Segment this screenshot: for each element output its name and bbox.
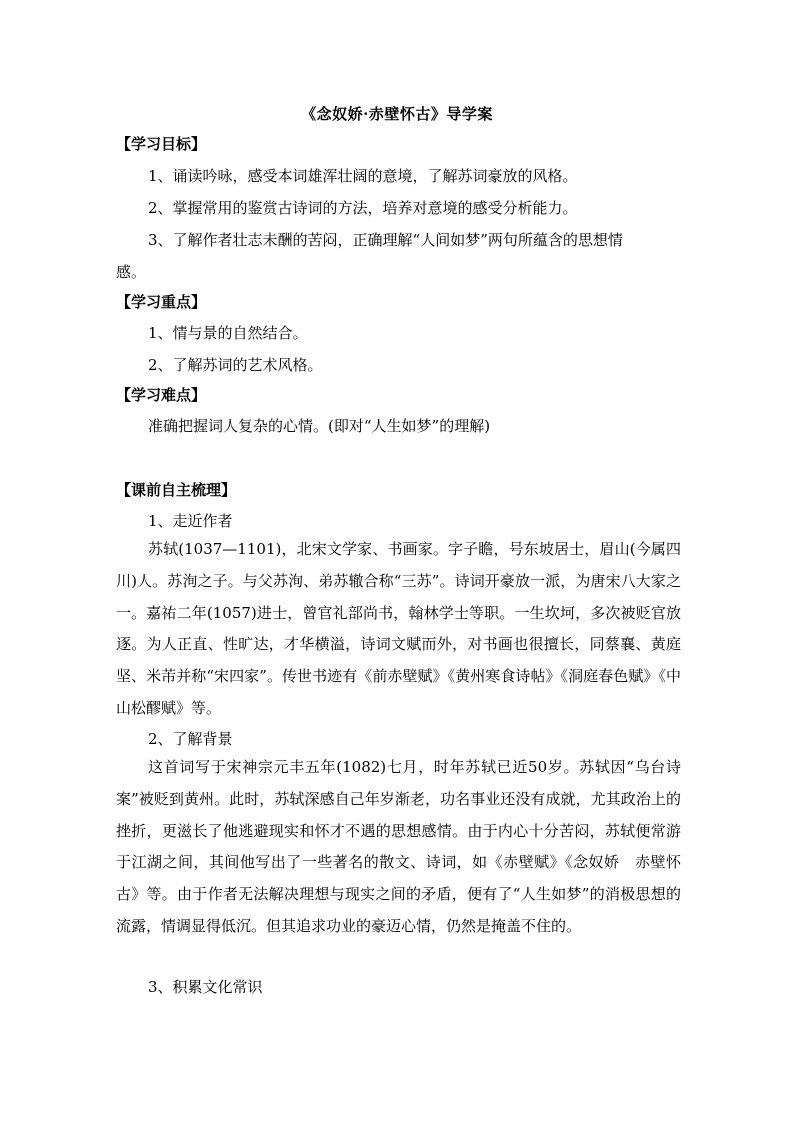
author-paragraph: 苏轼(1037—1101)，北宋文学家、书画家。字子瞻，号东坡居士，眉山(今属四川)人。苏洵之子。与父苏洵、弟苏辙合称“三苏”。诗词开豪放一派，为唐宋八大家之一。嘉祐二年(1057)进士，曾官礼部尚书，翰林学士等职。一生坎坷，多次被贬官放逐。为人正直、性旷达，才华横溢，诗词文赋而外，对书画也很擅长，同蔡襄、黄庭坚、米芾并称“宋四家”。传世书迹有《前赤壁赋》《黄州寒食诗帖》《洞庭春色赋》《中山松醪赋》等。 [116, 540, 681, 717]
goal-item-continued: 感。 [116, 263, 147, 281]
background-paragraph: 这首词写于宋神宗元丰五年(1082)七月，时年苏轼已近50岁。苏轼因“乌台诗案”被贬到黄州。此时，苏轼深感自己年岁渐老，功名事业还没有成就，尤其政治上的挫折，更滋长了他逃避现实和怀才不遇的思想感情。由于内心十分苦闷，苏轼便常游于江湖之间，其间他写出了一些著名的散文、诗词，如《赤壁赋》《念奴娇 赤壁怀古》等。由于作者无法解决理想与现实之间的矛盾，便有了“人生如梦”的消极思想的流露，情调显得低沉。但其追求功业的豪迈心情，仍然是掩盖不住的。 [116, 758, 681, 935]
heading-difficulties: 【学习难点】 [116, 386, 207, 404]
heading-key-points: 【学习重点】 [116, 293, 207, 311]
keypoint-item: 2、了解苏词的艺术风格。 [148, 356, 323, 374]
keypoint-item: 1、情与景的自然结合。 [148, 324, 308, 342]
subheading-author: 1、走近作者 [148, 512, 233, 530]
heading-preview: 【课前自主梳理】 [116, 481, 237, 499]
subheading-culture: 3、积累文化常识 [148, 978, 263, 996]
heading-learning-goals: 【学习目标】 [116, 135, 207, 153]
document-title: 《念奴娇·赤壁怀古》导学案 [301, 105, 493, 123]
subheading-background: 2、了解背景 [148, 730, 233, 748]
goal-item: 1、诵读吟咏，感受本词雄浑壮阔的意境，了解苏词豪放的风格。 [148, 167, 578, 185]
goal-item: 3、了解作者壮志未酬的苦闷，正确理解“人间如梦”两句所蕴含的思想情 [148, 231, 623, 249]
goal-item: 2、掌握常用的鉴赏古诗词的方法，培养对意境的感受分析能力。 [148, 199, 578, 217]
difficulty-item: 准确把握词人复杂的心情。(即对“人生如梦”的理解) [148, 417, 491, 435]
